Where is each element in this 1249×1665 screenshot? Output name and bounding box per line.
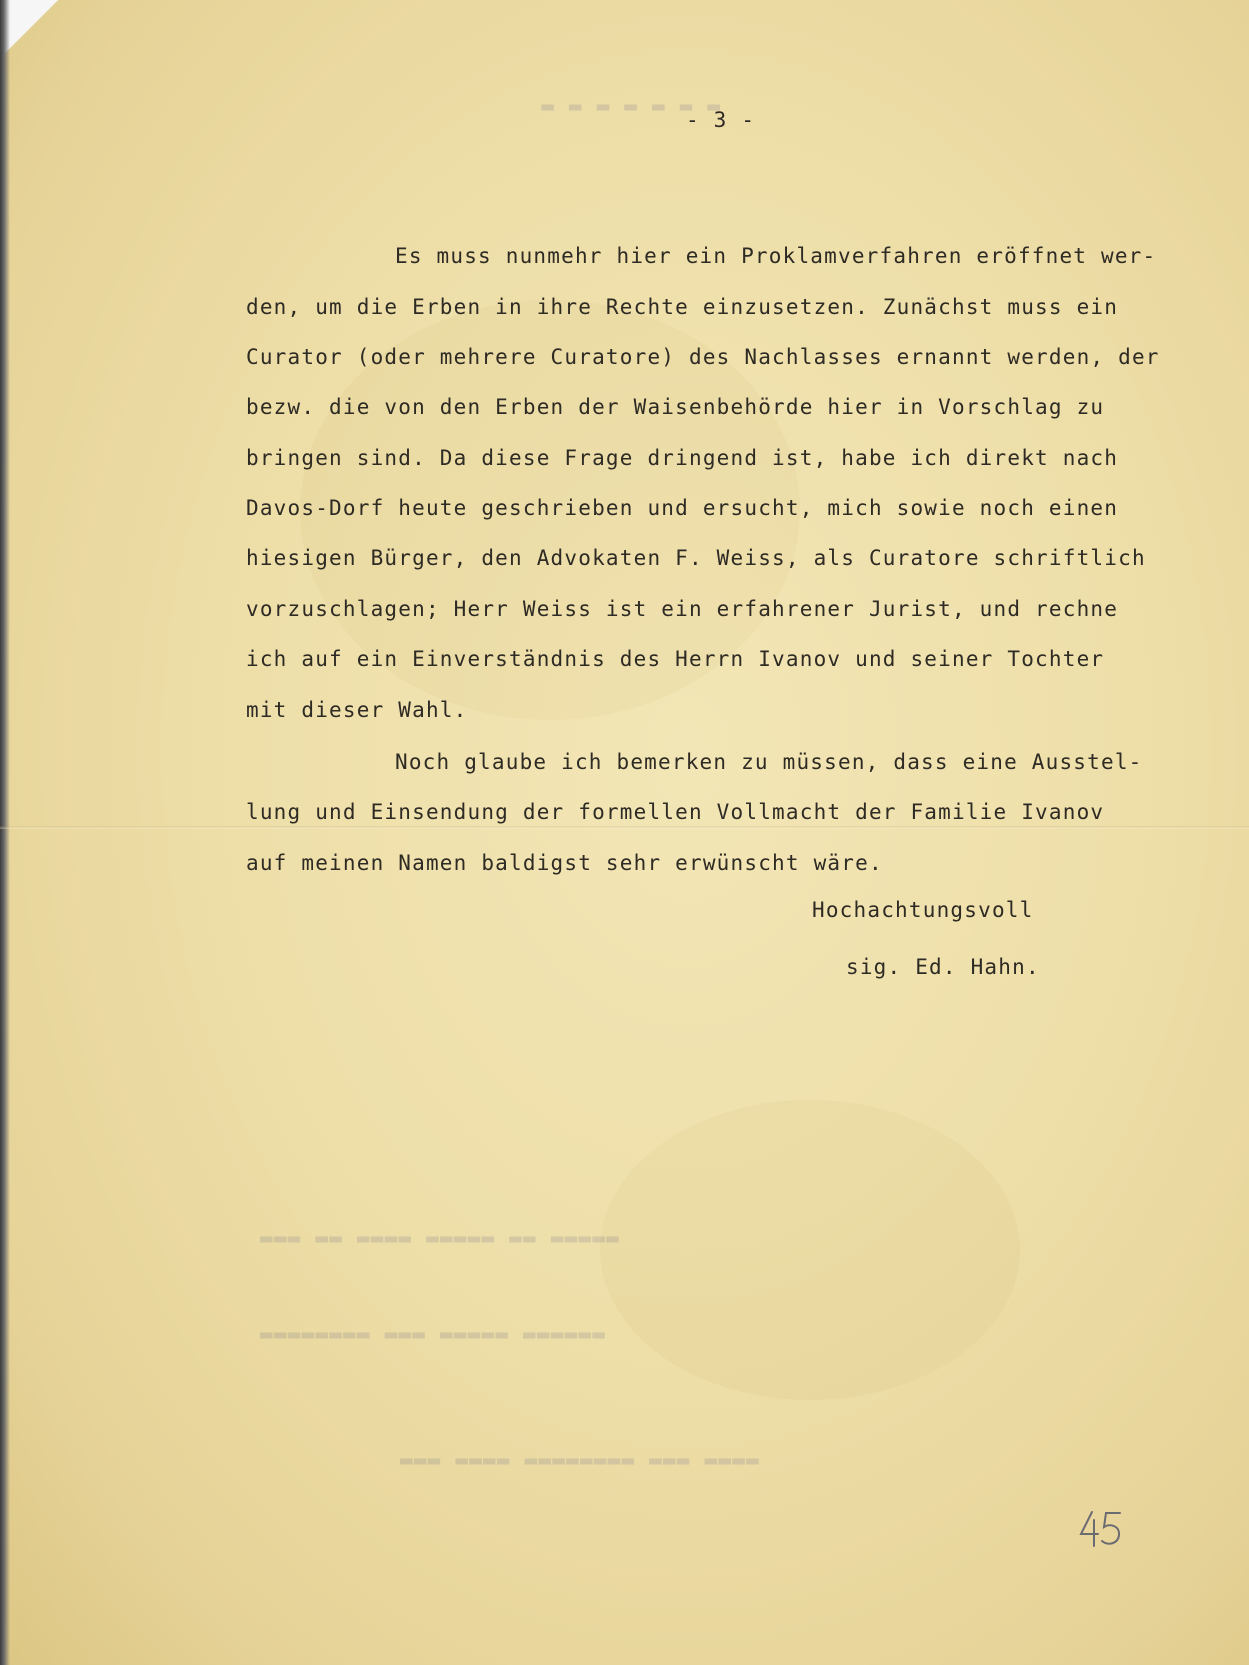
show-through-decoration: ▬▬▬ ▬▬ ▬▬▬▬ ▬▬▬▬▬ ▬▬ ▬▬▬▬▬ xyxy=(260,1226,620,1250)
handwritten-number xyxy=(1078,1508,1124,1550)
text-line: bringen sind. Da diese Frage dringend ist, habe ich direkt nach xyxy=(246,446,1119,470)
scan-left-edge xyxy=(0,0,10,1665)
show-through-decoration: ▬▬▬▬▬▬▬▬ ▬▬▬ ▬▬▬▬▬ ▬▬▬▬▬▬ xyxy=(260,1322,607,1346)
text-line: Es muss nunmehr hier ein Proklamverfahren eröffnet wer- xyxy=(395,244,1157,268)
text-line: bezw. die von den Erben der Waisenbehörde hier in Vorschlag zu xyxy=(246,395,1105,419)
page-number: - 3 - xyxy=(686,108,756,132)
closing: Hochachtungsvoll xyxy=(812,898,1034,922)
text-line: vorzuschlagen; Herr Weiss ist ein erfahrener Jurist, und rechne xyxy=(246,597,1119,621)
signature: sig. Ed. Hahn. xyxy=(846,955,1040,979)
show-through-decoration: ▬ ▬ ▬ ▬ ▬ ▬ ▬ xyxy=(540,94,720,118)
text-line: mit dieser Wahl. xyxy=(246,698,468,722)
text-line: Curator (oder mehrere Curatore) des Nachlasses ernannt werden, der xyxy=(246,345,1160,369)
text-line: auf meinen Namen baldigst sehr erwünscht wäre. xyxy=(246,851,883,875)
show-through-decoration: ▬▬▬ ▬▬▬▬ ▬▬▬▬▬▬▬▬ ▬▬▬ ▬▬▬▬ xyxy=(400,1448,760,1472)
text-line: den, um die Erben in ihre Rechte einzusetzen. Zunächst muss ein xyxy=(246,295,1119,319)
text-line: ich auf ein Einverständnis des Herrn Ivanov und seiner Tochter xyxy=(246,647,1105,671)
text-line: Noch glaube ich bemerken zu müssen, dass eine Ausstel- xyxy=(395,750,1143,774)
paper-stain xyxy=(600,1100,1020,1400)
text-line: lung und Einsendung der formellen Vollmacht der Familie Ivanov xyxy=(246,800,1105,824)
paper-fold xyxy=(0,826,1249,829)
text-line: hiesigen Bürger, den Advokaten F. Weiss, als Curatore schriftlich xyxy=(246,546,1146,570)
text-line: Davos-Dorf heute geschrieben und ersucht, mich sowie noch einen xyxy=(246,496,1119,520)
